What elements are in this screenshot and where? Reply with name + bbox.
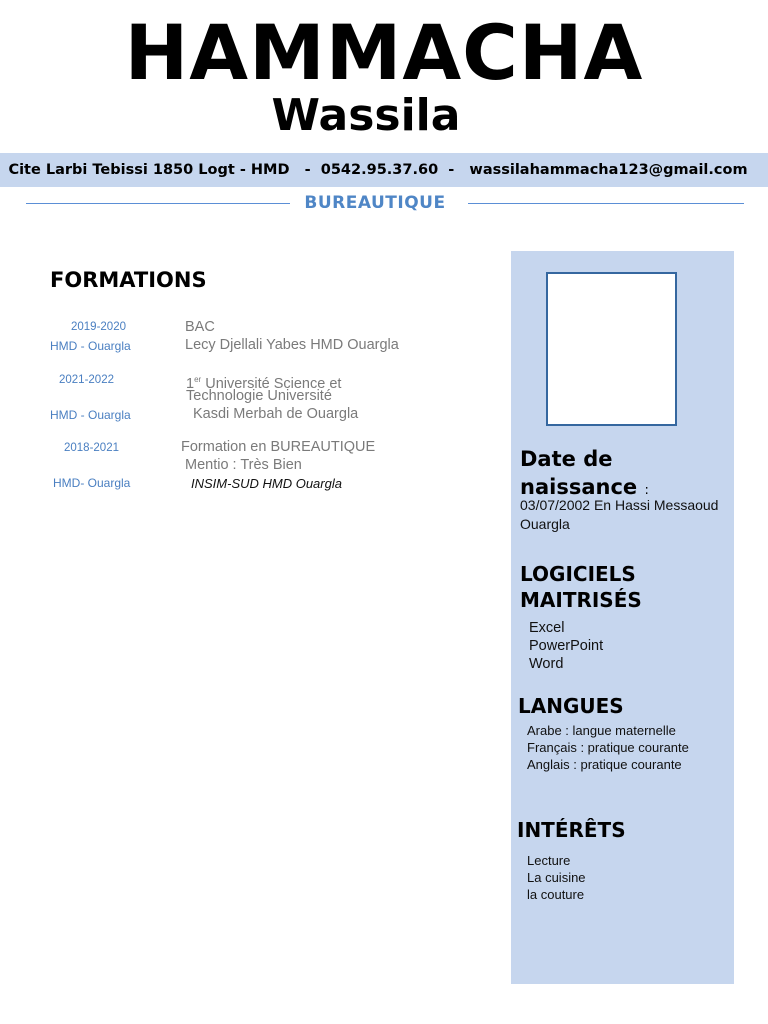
contact-info: Cite Larbi Tebissi 1850 Logt - HMD - 0542.95.37.60 - wassilahammacha123@gmail.com [8,162,748,178]
logiciels-list [529,619,603,673]
list-item: Anglais : pratique courante [527,757,682,772]
formation-2-place: HMD - Ouargla [50,408,131,422]
formation-1-place: HMD - Ouargla [50,339,131,353]
list-item: La cuisine [527,870,586,885]
left-divider [26,203,290,204]
logiciels-title: LOGICIELS MAITRISÉS [520,562,642,612]
list-item: la couture [527,887,585,902]
last-name: HAMMACHA [124,8,644,97]
formation-3-date: 2018-2021 [64,442,119,454]
interets-list [527,852,586,903]
list-item: Word [529,656,564,672]
dob-title: Date de naissance : [520,447,649,499]
formation-3-place: HMD- Ouargla [53,476,131,490]
formation-3-title: Formation en BUREAUTIQUE [181,439,376,455]
right-divider [468,203,744,204]
formation-2-date: 2021-2022 [59,374,114,386]
list-item: Excel [529,620,565,636]
formation-1-date: 2019-2020 [71,321,126,333]
formation-3-mention: Mentio : Très Bien [185,457,302,473]
list-item: Arabe : langue maternelle [527,723,676,738]
langues-title: LANGUES [518,694,624,718]
langues-list [527,722,689,773]
list-item: Lecture [527,853,571,868]
list-item: PowerPoint [529,638,604,654]
formation-2-line2: Technologie Université [186,388,332,404]
list-item: Français : pratique courante [527,740,689,755]
formation-1-title: BAC [185,319,215,335]
photo-placeholder [546,272,677,426]
formations-title: FORMATIONS [50,268,207,292]
formation-2-title: 1er Université Science et [186,375,342,392]
formation-2-school: Kasdi Merbah de Ouargla [193,406,359,422]
first-name: Wassila [271,90,461,141]
subtitle: BUREAUTIQUE [304,193,446,213]
formation-1-school: Lecy Djellali Yabes HMD Ouargla [185,337,399,353]
formation-3-school: INSIM-SUD HMD Ouargla [191,476,342,491]
interets-title: INTÉRÊTS [517,818,626,842]
dob-value: 03/07/2002 En Hassi Messaoud Ouargla [520,497,719,532]
